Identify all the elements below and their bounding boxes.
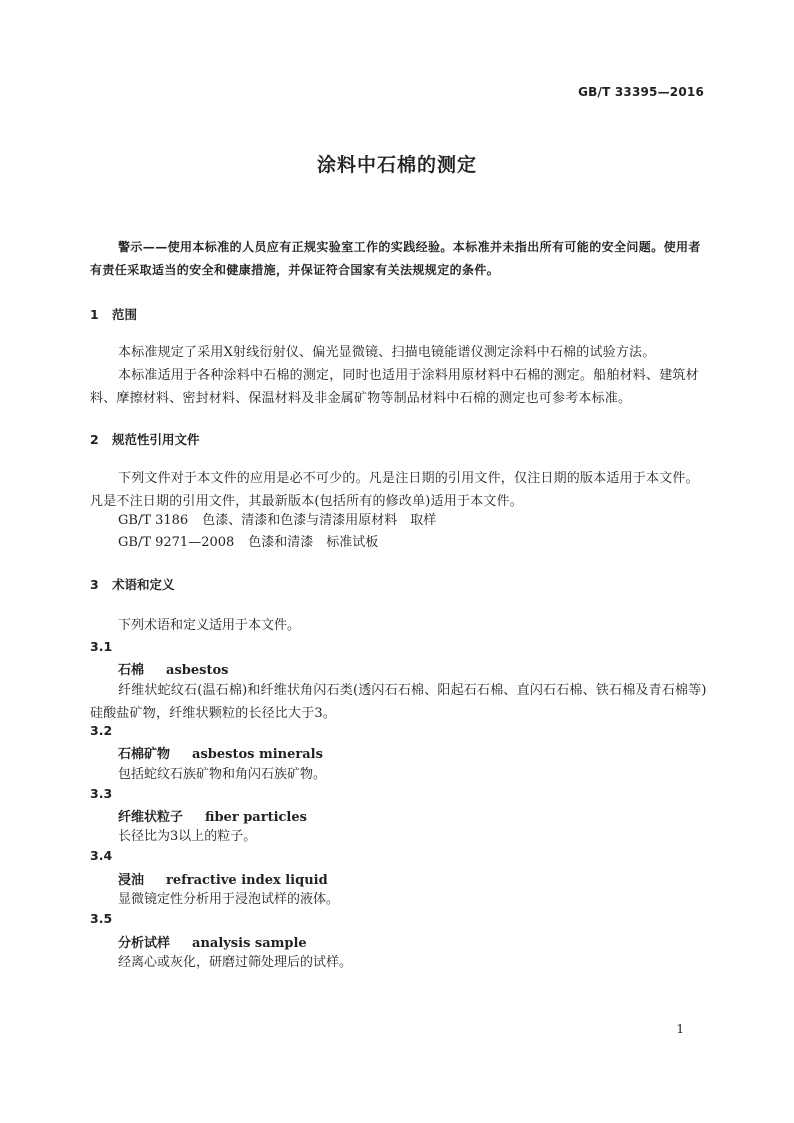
reference-code: GB/T 3186: [118, 513, 189, 528]
document-title: 涂料中石棉的测定: [316, 154, 477, 176]
reference-code: GB/T 9271—2008: [118, 535, 235, 550]
scope-paragraph-2: 本标准适用于各种涂料中石棉的测定，同时也适用于涂料用原材料中石棉的测定。船舶材料、建筑材料、摩擦材料、密封材料、保温材料及非金属矿物等制品材料中石棉的测定也可参考本标准。: [90, 368, 699, 406]
clause-number: 3.1: [90, 639, 113, 654]
term-en: analysis sample: [192, 936, 307, 951]
reference-item: [118, 532, 378, 554]
terms-intro: 下列术语和定义适用于本文件。: [118, 618, 301, 633]
term-en: fiber particles: [205, 810, 307, 825]
term-en: refractive index liquid: [166, 873, 328, 888]
section-number: 1: [90, 307, 99, 322]
term-definition: 包括蛇纹石族矿物和角闪石族矿物。: [118, 767, 327, 782]
term-zh: 石棉矿物: [118, 747, 171, 762]
term-zh: 浸油: [118, 873, 145, 888]
term-zh: 分析试样: [118, 936, 171, 951]
reference-item: [118, 510, 436, 532]
term-heading: [118, 743, 323, 762]
reference-name: 色漆、清漆和色漆与清漆用原材料 取样: [202, 513, 437, 528]
scope-paragraph-1: 本标准规定了采用X射线衍射仪、偏光显微镜、扫描电镜能谱仪测定涂料中石棉的试验方法。: [118, 345, 656, 360]
standard-number: GB/T 33395—2016: [578, 85, 704, 99]
warning-paragraph: 警示——使用本标准的人员应有正规实验室工作的实践经验。本标准并未指出所有可能的安全问题。使用者有责任采取适当的安全和健康措施，并保证符合国家有关法规规定的条件。: [90, 240, 701, 277]
term-definition: 经离心或灰化，研磨过筛处理后的试样。: [118, 955, 353, 970]
section-title: 范围: [112, 307, 138, 322]
clause-number: 3.2: [90, 723, 113, 738]
term-zh: 石棉: [118, 663, 145, 678]
term-definition: 纤维状蛇纹石(温石棉)和纤维状角闪石类(透闪石石棉、阳起石石棉、直闪石石棉、铁石棉及青石棉等)硅酸盐矿物，纤维状颗粒的长径比大于3。: [90, 683, 707, 721]
page-number: 1: [676, 1022, 684, 1036]
section-1-heading: [90, 305, 137, 323]
term-definition: 显微镜定性分析用于浸泡试样的液体。: [118, 892, 340, 907]
section-number: 3: [90, 577, 99, 592]
term-heading: [118, 932, 307, 951]
term-en: asbestos minerals: [192, 747, 323, 762]
section-title: 术语和定义: [112, 577, 175, 592]
clause-number: 3.3: [90, 786, 113, 801]
section-3-heading: [90, 575, 175, 593]
term-definition: 长径比为3以上的粒子。: [118, 829, 257, 844]
term-heading: [118, 659, 228, 678]
section-2-heading: [90, 430, 200, 448]
term-en: asbestos: [166, 663, 229, 678]
section-number: 2: [90, 432, 99, 447]
term-heading: [118, 869, 328, 888]
section-title: 规范性引用文件: [112, 432, 200, 447]
reference-name: 色漆和清漆 标准试板: [248, 535, 379, 550]
term-heading: [118, 806, 307, 825]
references-paragraph: 下列文件对于本文件的应用是必不可少的。凡是注日期的引用文件，仅注日期的版本适用于本文件。凡是不注日期的引用文件，其最新版本(包括所有的修改单)适用于本文件。: [90, 471, 699, 509]
term-zh: 纤维状粒子: [118, 810, 184, 825]
clause-number: 3.5: [90, 911, 113, 926]
clause-number: 3.4: [90, 848, 113, 863]
